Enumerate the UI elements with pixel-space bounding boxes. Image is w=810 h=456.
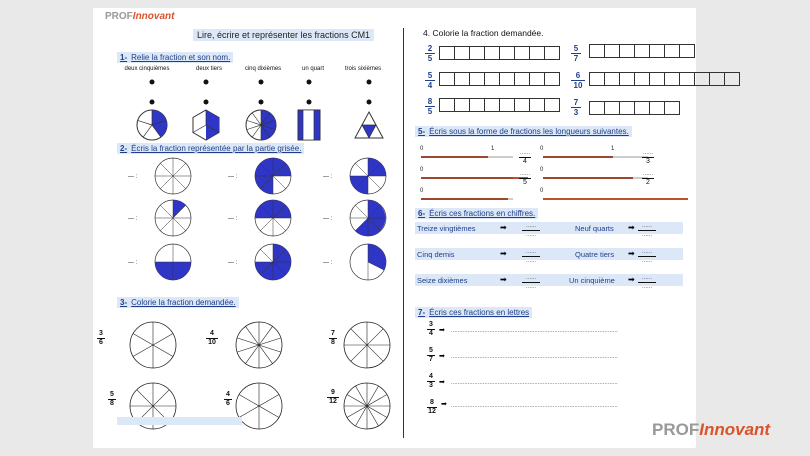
- worksheet: [93, 8, 696, 448]
- section-5-header: 5- Écris sous la forme de fractions les longueurs suivantes.: [415, 126, 632, 137]
- section-1-shapes: [93, 72, 403, 147]
- fraction-answer[interactable]: ...... 5: [519, 171, 530, 186]
- fraction: 8 5: [425, 97, 435, 116]
- name-label: cinq dixièmes: [244, 66, 282, 72]
- fraction-answer[interactable]: ...... 4: [519, 150, 530, 165]
- svg-text:— :: — :: [128, 260, 138, 266]
- arrow-icon: ➡: [628, 223, 635, 232]
- arrow-icon: ➡: [439, 379, 445, 386]
- page-title: Lire, écrire et représenter les fractions CM1: [193, 29, 374, 41]
- arrow-icon: ➡: [628, 275, 635, 284]
- fraction-name: Treize vingtièmes: [417, 224, 476, 233]
- section-1-header: 1- Relie la fraction et son nom.: [117, 52, 233, 63]
- section-2-header: 2- Écris la fraction représentée par la partie grisée.: [117, 143, 304, 154]
- section-3-header: 3- Colorie la fraction demandée.: [117, 297, 239, 308]
- box-strip[interactable]: [589, 101, 679, 115]
- logo-prof: PROF: [105, 11, 133, 22]
- name-label: deux tiers: [195, 66, 222, 72]
- svg-text:— :: — :: [228, 216, 238, 222]
- section-2-circles: [123, 156, 403, 291]
- fraction-answer[interactable]: ...... 3: [642, 150, 653, 165]
- arrow-icon: ➡: [500, 275, 507, 284]
- fraction: 6 10: [571, 71, 585, 90]
- fraction-name: Seize dixièmes: [417, 276, 468, 285]
- fraction-name: Cinq demis: [417, 250, 455, 259]
- answer-blank[interactable]: ...... ......: [637, 222, 657, 239]
- logo-i: I: [132, 11, 136, 22]
- box-strip[interactable]: [589, 44, 694, 58]
- answer-blank[interactable]: ...... ......: [521, 274, 541, 291]
- logo-bottom: [652, 420, 770, 440]
- section-4-header: 4. Colorie la fraction demandée.: [423, 28, 544, 38]
- arrow-icon: ➡: [439, 327, 445, 334]
- column-divider: [403, 28, 404, 438]
- arrow-icon: ➡: [441, 401, 447, 408]
- svg-text:— :: — :: [323, 216, 333, 222]
- zero-label: 0: [420, 167, 424, 173]
- arrow-icon: ➡: [500, 223, 507, 232]
- fraction: 8 12: [428, 399, 436, 415]
- box-strip[interactable]: [589, 72, 739, 86]
- highlight-strip: [117, 417, 242, 425]
- name-label: trois sixièmes: [344, 66, 382, 72]
- name-label: un quart: [301, 66, 325, 72]
- answer-line[interactable]: ....................................................................................................: [451, 354, 618, 360]
- fraction: 4 10: [205, 330, 219, 347]
- answer-blank[interactable]: ...... ......: [521, 248, 541, 265]
- fraction: 9 12: [326, 389, 340, 406]
- zero-label: 0: [420, 188, 424, 194]
- svg-text:— :: — :: [323, 260, 333, 266]
- answer-line[interactable]: ....................................................................................................: [451, 403, 618, 409]
- fraction-name: Quatre tiers: [575, 250, 615, 259]
- box-strip[interactable]: [439, 98, 559, 112]
- box-strip[interactable]: [439, 46, 559, 60]
- arrow-icon: ➡: [439, 353, 445, 360]
- fraction: 5 4: [425, 71, 435, 90]
- svg-text:— :: — :: [228, 174, 238, 180]
- fraction: 2 5: [425, 44, 435, 63]
- fraction-name: Neuf quarts: [575, 224, 614, 233]
- svg-text:— :: — :: [128, 174, 138, 180]
- zero-label: 0: [540, 146, 544, 152]
- name-label: deux cinquièmes: [124, 66, 170, 72]
- logo-nnovant: nnovant: [703, 420, 771, 439]
- logo-prof: PROF: [652, 420, 700, 439]
- fraction: 5 7: [571, 44, 581, 63]
- fraction: 4 6: [223, 391, 233, 408]
- one-label: 1: [491, 146, 495, 152]
- logo-nnovant: nnovant: [135, 11, 175, 22]
- arrow-icon: ➡: [500, 249, 507, 258]
- answer-blank[interactable]: ...... ......: [521, 222, 541, 239]
- zero-label: 0: [540, 188, 544, 194]
- fraction-name: Un cinquième: [569, 276, 615, 285]
- fraction: 4 3: [426, 373, 436, 390]
- section-6-header: 6- Écris ces fractions en chiffres.: [415, 208, 538, 219]
- fraction-answer[interactable]: ...... 2: [642, 171, 653, 186]
- fraction: 5 8: [107, 391, 117, 408]
- answer-blank[interactable]: ...... ......: [637, 248, 657, 265]
- section-7-header: 7- Écris ces fractions en lettres: [415, 307, 532, 318]
- answer-line[interactable]: ....................................................................................................: [451, 328, 618, 334]
- one-label: 1: [611, 146, 615, 152]
- fraction: 3 6: [96, 330, 106, 347]
- answer-line[interactable]: ....................................................................................................: [451, 380, 618, 386]
- arrow-icon: ➡: [628, 249, 635, 258]
- answer-blank[interactable]: ...... ......: [637, 274, 657, 291]
- zero-label: 0: [420, 146, 424, 152]
- fraction: 7 8: [328, 330, 338, 347]
- svg-text:— :: — :: [228, 260, 238, 266]
- svg-text:— :: — :: [128, 216, 138, 222]
- fraction: 3 4: [426, 321, 436, 338]
- box-strip[interactable]: [439, 72, 559, 86]
- zero-label: 0: [540, 167, 544, 173]
- svg-text:— :: — :: [323, 174, 333, 180]
- fraction: 7 3: [571, 98, 581, 117]
- logo-top: [105, 11, 174, 22]
- fraction: 5 7: [426, 347, 436, 364]
- logo-i: I: [699, 420, 704, 439]
